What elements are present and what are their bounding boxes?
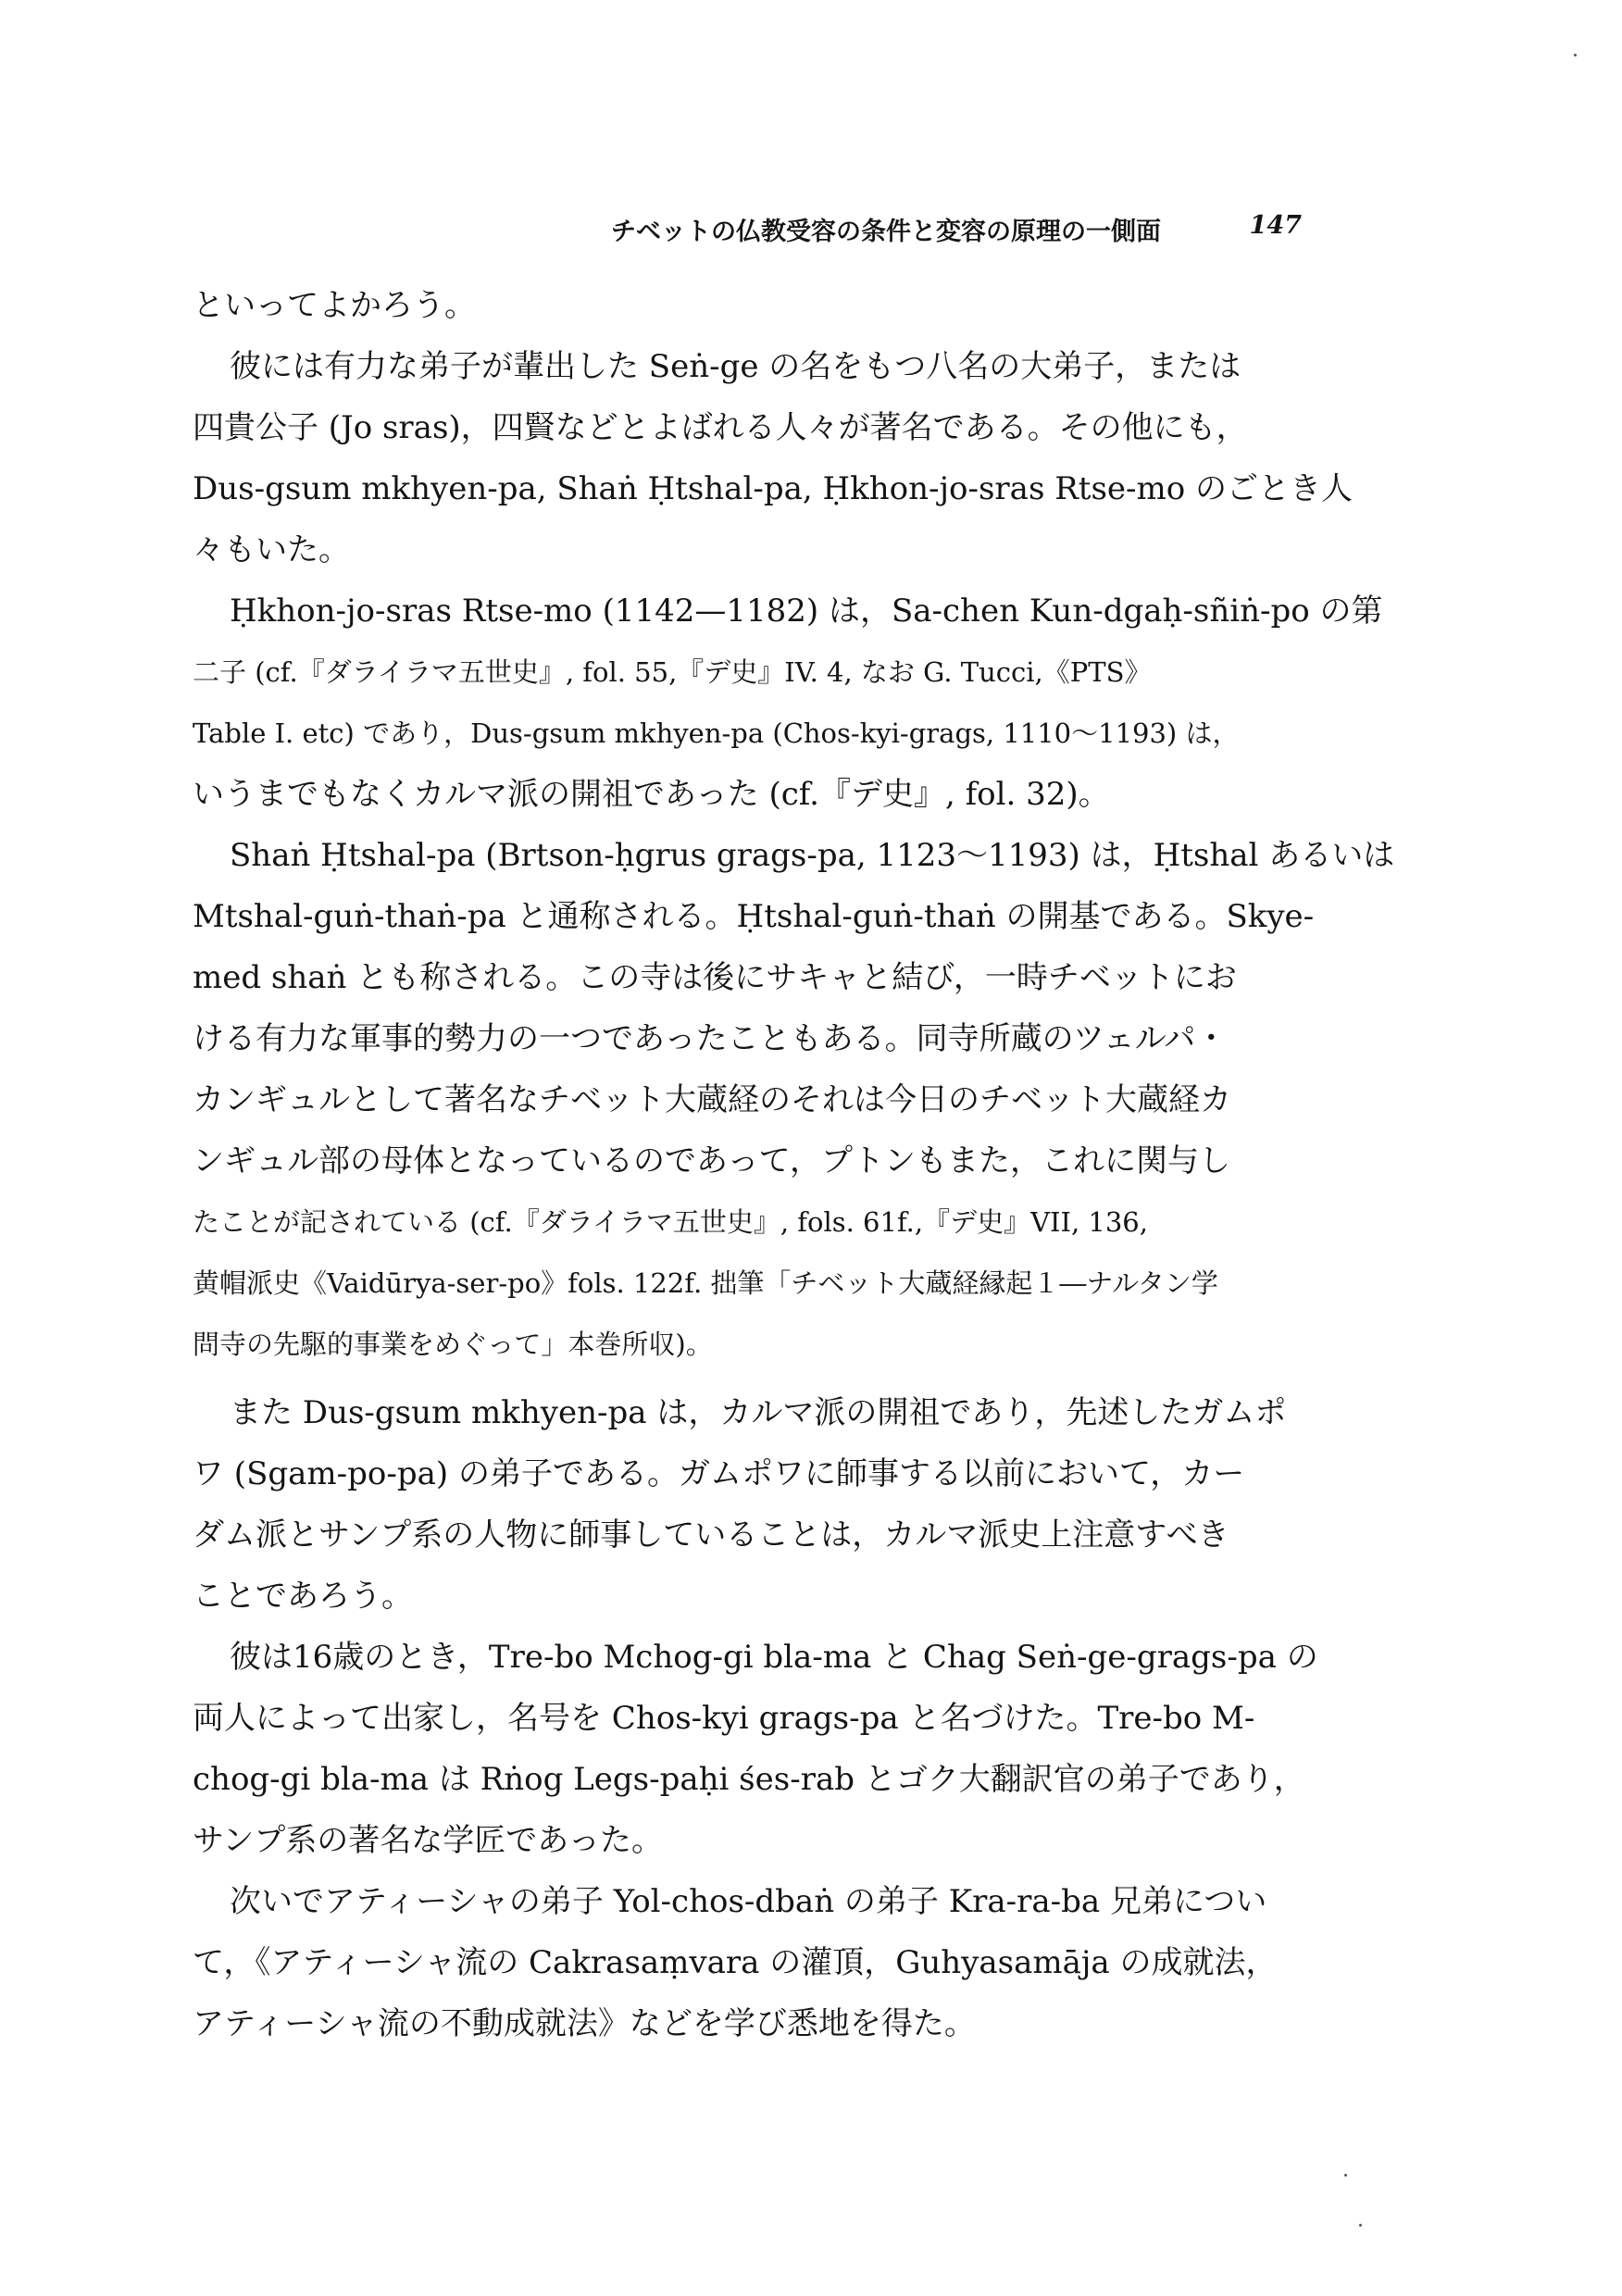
text-line: 問寺の先駆的事業をめぐって」本巻所収)。 bbox=[193, 1329, 713, 1360]
text-line: Mtshal-guṅ-thaṅ-pa と通称される。Ḥtshal-guṅ-thaṅ の開基である。Skye- bbox=[193, 898, 1315, 935]
running-header bbox=[611, 211, 1315, 248]
text-line: また Dus-gsum mkhyen-pa は，カルマ派の開祖であり，先述したガムポ bbox=[230, 1394, 1287, 1431]
scan-speck bbox=[1359, 2224, 1362, 2227]
text-line: たことが記されている (cf.『ダライラマ五世史』, fols. 61f.,『デ史』VII, 136, bbox=[193, 1206, 1148, 1238]
text-line: いうまでもなくカルマ派の開祖であった (cf.『デ史』, fol. 32)。 bbox=[193, 776, 1110, 813]
text-line: 四貴公子 (Jo sras)，四賢などとよばれる人々が著名である。その他にも， bbox=[193, 409, 1248, 446]
text-line: chog-gi bla-ma は Rṅog Legs-paḥi śes-rab とゴク大翻訳官の弟子であり， bbox=[193, 1761, 1305, 1798]
text-line: med shaṅ とも称される。この寺は後にサキャと結び，一時チベットにお bbox=[193, 959, 1237, 996]
text-line: Dus-gsum mkhyen-pa, Shaṅ Ḥtshal-pa, Ḥkhon-jo-sras Rtse-mo のごとき人 bbox=[193, 470, 1354, 507]
text-line: カンギュルとして著名なチベット大蔵経のそれは今日のチベット大蔵経カ bbox=[193, 1081, 1231, 1118]
page-number: 147 bbox=[1249, 211, 1302, 240]
text-line: 々もいた。 bbox=[193, 531, 350, 568]
scan-speck bbox=[1574, 54, 1577, 56]
scan-speck bbox=[1344, 2174, 1347, 2177]
text-line: ことであろう。 bbox=[193, 1578, 413, 1615]
text-line: 彼には有力な弟子が輩出した Seṅ-ge の名をもつ八名の大弟子，または bbox=[230, 348, 1241, 385]
text-line: 両人によって出家し，名号を Chos-kyi grags-pa と名づけた。Tre-bo M- bbox=[193, 1700, 1255, 1737]
text-line: 彼は16歳のとき，Tre-bo Mchog-gi bla-ma と Chag Seṅ-ge-grags-pa の bbox=[230, 1639, 1318, 1676]
text-line: ける有力な軍事的勢力の一つであったこともある。同寺所蔵のツェルパ・ bbox=[193, 1020, 1228, 1057]
text-line: 黄帽派史《Vaidūrya-ser-po》fols. 122f. 拙筆「チベット大蔵経縁起１―ナルタン学 bbox=[193, 1267, 1218, 1299]
text-line: サンプ系の著名な学匠であった。 bbox=[193, 1822, 663, 1859]
text-line: て，《アティーシャ流の Cakrasaṃvara の灌頂，Guhyasamāja の成就法， bbox=[193, 1944, 1278, 1981]
text-line: アティーシャ流の不動成就法》などを学び悉地を得た。 bbox=[193, 2005, 976, 2042]
text-line: 次いでアティーシャの弟子 Yol-chos-dbaṅ の弟子 Kra-ra-ba 兄弟につい bbox=[230, 1883, 1267, 1920]
text-line: ンギュル部の母体となっているのであって，プトンもまた，これに関与し bbox=[193, 1142, 1230, 1179]
text-line: Shaṅ Ḥtshal-pa (Brtson-ḥgrus grags-pa, 1123～1193) は，Ḥtshal あるいは bbox=[230, 837, 1395, 874]
text-line: 二子 (cf.『ダライラマ五世史』, fol. 55,『デ史』IV. 4, なお G. Tucci,《PTS》 bbox=[193, 656, 1152, 688]
running-title: チベットの仏教受容の条件と変容の原理の一側面 bbox=[611, 218, 1161, 246]
text-line: Table I. etc) であり，Dus-gsum mkhyen-pa (Chos-kyi-grags, 1110～1193) は， bbox=[193, 718, 1240, 749]
text-line: といってよかろう。 bbox=[193, 287, 476, 324]
text-line: ダム派とサンプ系の人物に師事していることは，カルマ派史上注意すべき bbox=[193, 1516, 1229, 1554]
text-line: ワ (Sgam-po-pa) の弟子である。ガムポワに師事する以前において，カー bbox=[193, 1455, 1245, 1492]
text-line: Ḥkhon-jo-sras Rtse-mo (1142—1182) は，Sa-chen Kun-dgaḥ-sñiṅ-po の第 bbox=[230, 593, 1383, 630]
